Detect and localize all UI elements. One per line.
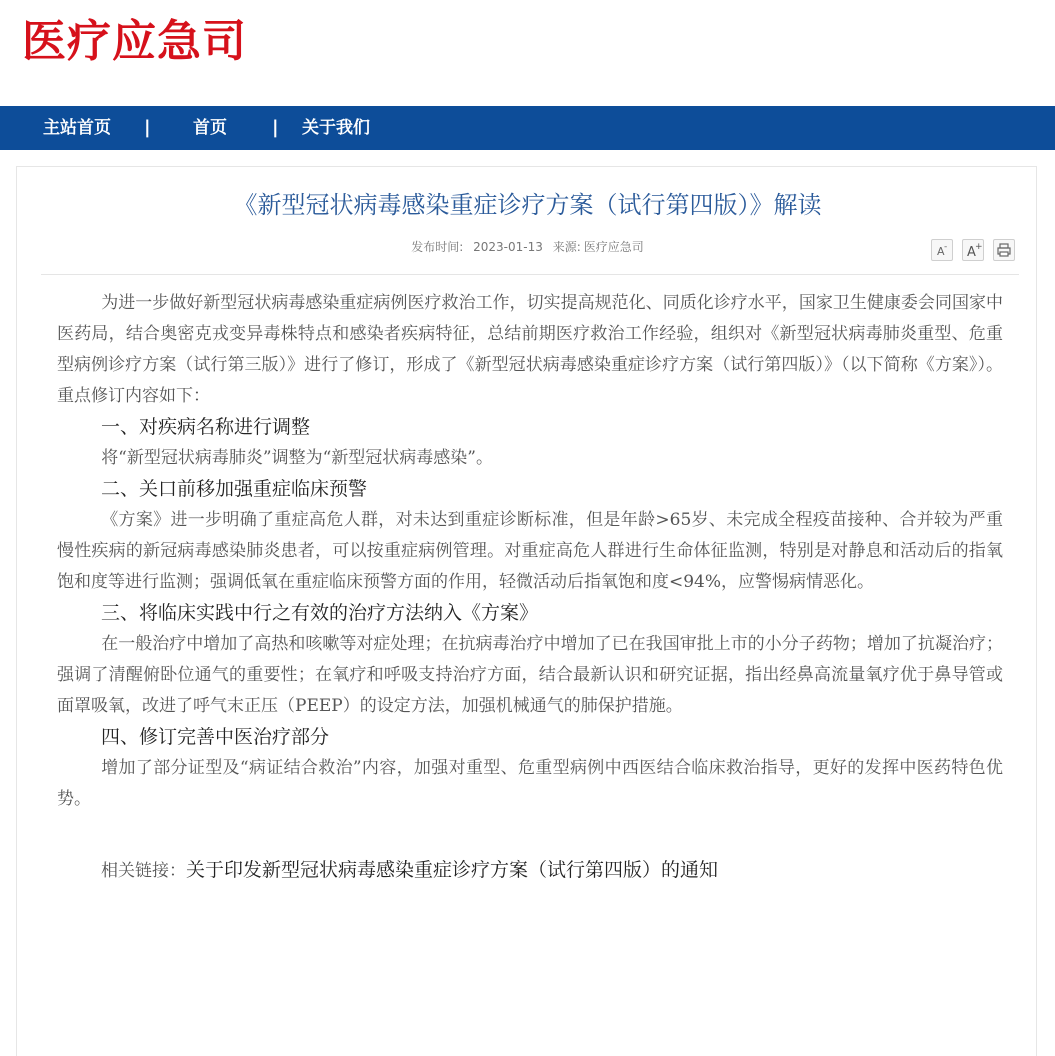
publish-date: 2023-01-13	[473, 240, 543, 254]
main-nav	[0, 106, 1055, 150]
font-larger-icon	[963, 240, 983, 260]
print-icon	[994, 240, 1014, 260]
font-larger-button[interactable]	[962, 239, 984, 261]
font-smaller-icon	[932, 240, 952, 260]
nav-about-us[interactable]: 关于我们	[302, 118, 370, 138]
nav-separator: |	[144, 117, 151, 138]
svg-text:+: +	[975, 242, 983, 252]
font-smaller-button[interactable]	[931, 239, 953, 261]
nav-separator: |	[272, 117, 279, 138]
related-label: 相关链接：	[101, 861, 186, 881]
section-heading: 三、将临床实践中行之有效的治疗方法纳入《方案》	[101, 602, 539, 624]
publish-label: 发布时间:	[411, 240, 464, 254]
section-heading: 四、修订完善中医治疗部分	[101, 726, 330, 748]
article-meta	[17, 239, 1038, 255]
intro-paragraph: 为进一步做好新型冠状病毒感染重症病例医疗救治工作，切实提高规范化、同质化诊疗水平，国家卫生健康委会同国家中医药局，结合奥密克戎变异毒株特点和感染者疾病特征，总结前期医疗救治工作经验，组织对《新型冠状病毒肺炎重型、危重型病例诊疗方案（试行第三版）》进行了修订，形成了《新型冠状病毒感染重症诊疗方案（试行第四版）》（以下简称《方案》）。重点修订内容如下：	[57, 293, 1003, 406]
svg-text:-: -	[944, 242, 948, 252]
section-paragraph: 将“新型冠状病毒肺炎”调整为“新型冠状病毒感染”。	[101, 448, 493, 468]
print-button[interactable]	[993, 239, 1015, 261]
article-container	[16, 166, 1037, 1056]
related-link[interactable]: 关于印发新型冠状病毒感染重症诊疗方案（试行第四版）的通知	[186, 859, 719, 881]
related-links	[57, 855, 1003, 886]
section-paragraph: 增加了部分证型及“病证结合救治”内容，加强对重型、危重型病例中西医结合临床救治指导，更好的发挥中医药特色优势。	[57, 758, 1003, 809]
svg-text:A: A	[937, 245, 945, 258]
title-divider	[41, 274, 1019, 275]
source-label: 来源:	[552, 240, 581, 254]
svg-text:A: A	[967, 245, 976, 260]
nav-home[interactable]: 首页	[193, 118, 227, 138]
site-logo[interactable]: 医疗应急司	[22, 16, 247, 67]
section-heading: 一、对疾病名称进行调整	[101, 416, 311, 438]
nav-home-main[interactable]: 主站首页	[43, 118, 111, 138]
section-paragraph: 《方案》进一步明确了重症高危人群，对未达到重症诊断标准，但是年龄>65岁、未完成全程疫苗接种、合并较为严重慢性疾病的新冠病毒感染肺炎患者，可以按重症病例管理。对重症高危人群进行生命体征监测，特别是对静息和活动后的指氧饱和度等进行监测；强调低氧在重症临床预警方面的作用，轻微活动后指氧饱和度<94%，应警惕病情恶化。	[57, 510, 1003, 592]
article-body	[57, 288, 1003, 886]
site-header	[0, 0, 1055, 106]
section-paragraph: 在一般治疗中增加了高热和咳嗽等对症处理；在抗病毒治疗中增加了已在我国审批上市的小分子药物；增加了抗凝治疗；强调了清醒俯卧位通气的重要性；在氧疗和呼吸支持治疗方面，结合最新认识和研究证据，指出经鼻高流量氧疗优于鼻导管或面罩吸氧，改进了呼气末正压（PEEP）的设定方法，加强机械通气的肺保护措施。	[57, 634, 1003, 716]
section-heading: 二、关口前移加强重症临床预警	[101, 478, 368, 500]
article-title: 《新型冠状病毒感染重症诊疗方案（试行第四版）》解读	[233, 191, 822, 219]
source-value: 医疗应急司	[583, 240, 644, 254]
